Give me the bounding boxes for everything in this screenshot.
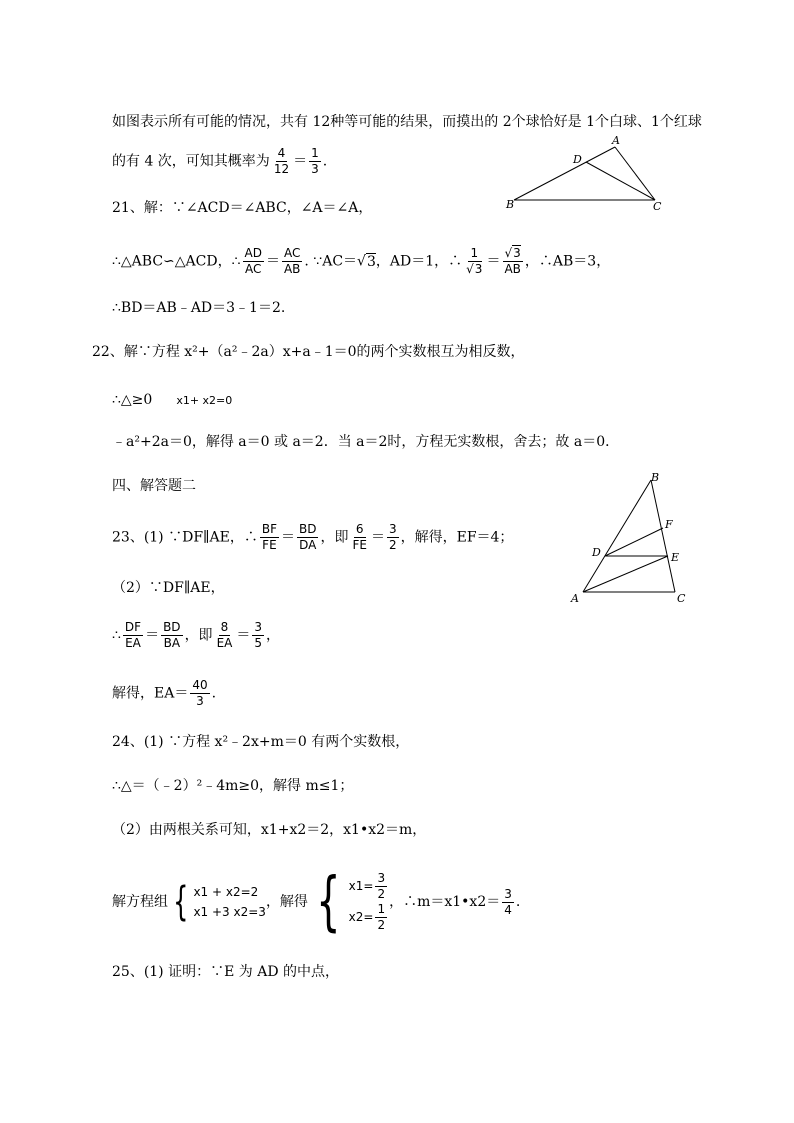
- fraction-bd-ba: $\frac{BD}{BA}$: [163, 620, 181, 650]
- p24-line1: 24、(1) ∵方程 x²﹣2x+m＝0 有两个实数根，: [112, 734, 410, 750]
- label-A: A: [571, 592, 579, 605]
- label-C: C: [677, 592, 686, 605]
- p24-line3: （2）由两根关系可知，x1+x2＝2，x1•x2＝m，: [112, 822, 427, 838]
- p23-line2: （2）∵DF∥AE，: [112, 580, 225, 596]
- p20-line1: 如图表示所有可能的情况，共有 12种等可能的结果，而摸出的 2个球恰好是 1个白球、1个红球: [112, 114, 702, 130]
- p20-text: 的有 4 次，可知其概率为: [112, 153, 270, 170]
- label-D: D: [592, 546, 601, 559]
- p21-line1: 21、解：∵∠ACD＝∠ABC，∠A＝∠A，: [112, 200, 373, 216]
- label-A: A: [612, 134, 620, 147]
- label-D: D: [573, 153, 582, 166]
- fraction-3-5: $\frac{3}{5}$: [254, 620, 262, 650]
- p23-line1: 23、(1) ∵DF∥AE，∴ $\frac{BF}{FE}$ ＝ $\frac{BD}{DA}$ ，即 $\frac{6}{FE}$ ＝ $\frac{3}{2}$ ，解得，EF＝4；: [112, 522, 514, 552]
- fraction-sqrt3-ab: $\frac{√3}{AB}$: [504, 246, 521, 276]
- label-B: B: [651, 471, 660, 484]
- section-heading: 四、解答题二: [112, 478, 196, 494]
- label-F: F: [665, 518, 673, 531]
- p22-line2: ∴△≥0 x1+ x2=0: [112, 392, 233, 408]
- equation-system: { x1 + x2=2 x1 +3 x2=3: [173, 879, 266, 925]
- fraction-40-3: $\frac{40}{3}$: [192, 678, 208, 708]
- solution-system: { x1= $\frac{3}{2}$ x2= $\frac{1}{2}$: [316, 865, 386, 939]
- fraction-6-fe: $\frac{6}{FE}$: [352, 522, 367, 552]
- fraction-3-2: $\frac{3}{2}$: [388, 522, 397, 552]
- triangle-figure-2: [565, 468, 695, 608]
- label-B: B: [506, 198, 515, 211]
- fraction-bf-fe: $\frac{BF}{FE}$: [261, 522, 277, 552]
- p24-line2: ∴△＝（﹣2）²﹣4m≥0，解得 m≤1；: [112, 778, 354, 794]
- label-E: E: [671, 551, 680, 564]
- fraction-8-ea: $\frac{8}{EA}$: [216, 620, 233, 650]
- p22-line1: 22、解∵方程 x²+（a²﹣2a）x+a﹣1＝0的两个实数根互为相反数，: [92, 344, 525, 360]
- fraction-4-12: $\frac{4}{12}$: [273, 146, 290, 176]
- label-C: C: [653, 200, 662, 213]
- p25-line1: 25、(1) 证明：∵E 为 AD 的中点，: [112, 964, 340, 980]
- p21-line2: ∴△ABC∽△ACD，∴ $\frac{AD}{AC}$ ＝ $\frac{AC}{AB}$ . ∵AC＝√3，AD＝1，∴ $\frac{1}{√3}$ ＝ $\frac{√3}{AB}$ ，∴AB＝3，: [112, 246, 611, 276]
- fraction-ac-ab: $\frac{AC}{AB}$: [283, 246, 301, 276]
- p22-line3: ﹣a²+2a＝0，解得 a＝0 或 a＝2．当 a＝2时，方程无实数根，舍去；故 a＝0．: [112, 434, 620, 450]
- p23-line3: ∴ $\frac{DF}{EA}$ ＝ $\frac{BD}{BA}$ ，即 $\frac{8}{EA}$ ＝ $\frac{3}{5}$ ，: [112, 620, 280, 650]
- sqrt-3: 3: [366, 253, 376, 270]
- fraction-3-4: $\frac{3}{4}$: [504, 886, 512, 917]
- fraction-df-ea: $\frac{DF}{EA}$: [124, 620, 142, 650]
- fraction-ad-ac: $\frac{AD}{AC}$: [244, 246, 262, 276]
- fraction-bd-da: $\frac{BD}{DA}$: [298, 522, 317, 552]
- p23-line4: 解得，EA＝ $\frac{40}{3}$ .: [112, 678, 217, 708]
- p21-line3: ∴BD＝AB﹣AD＝3﹣1＝2.: [112, 300, 286, 316]
- fraction-1-3: $\frac{1}{3}$: [311, 146, 319, 176]
- p20-line2: 的有 4 次，可知其概率为 $\frac{4}{12}$ ＝ $\frac{1}{3}$ .: [112, 146, 328, 176]
- triangle-figure-1: [500, 130, 675, 215]
- fraction-1-sqrt3: $\frac{1}{√3}$: [466, 246, 483, 276]
- p24-line4: 解方程组 { x1 + x2=2 x1 +3 x2=3 ，解得 { x1= $\frac{3}{2}$ x2= $\frac{1}{2}$ ，∴m＝x1•x2＝ $\frac{3}{4}$ .: [112, 865, 521, 939]
